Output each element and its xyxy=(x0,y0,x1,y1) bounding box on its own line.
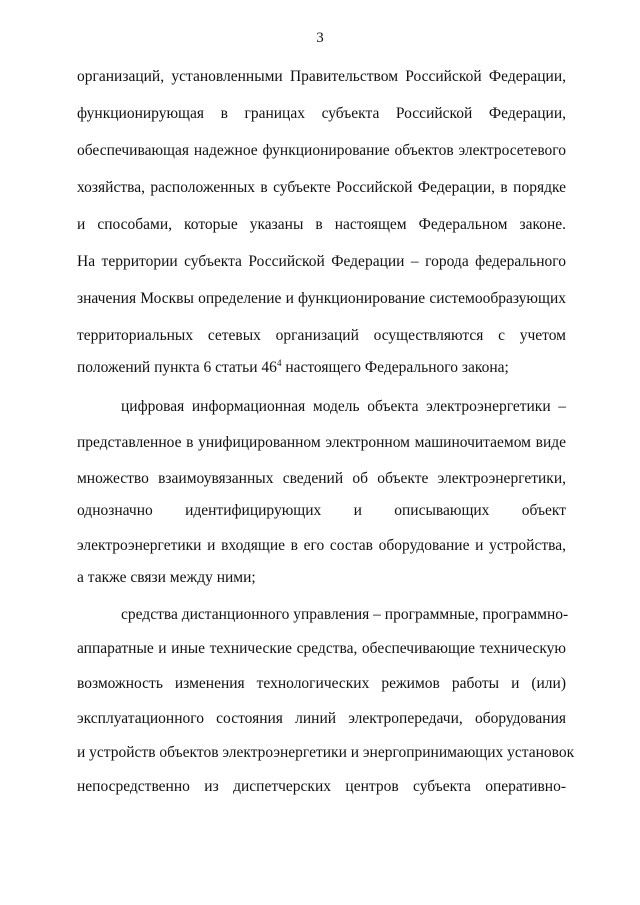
text-line: однозначно идентифицирующих и описывающих объект xyxy=(77,502,566,519)
text-line: эксплуатационного состояния линий электропередачи, оборудования xyxy=(77,710,566,727)
text-line: На территории субъекта Российской Федерации – города федерального xyxy=(77,253,566,270)
text-line: территориальных сетевых организаций осуществляются с учетом xyxy=(77,327,566,344)
paragraph-first-line: средства дистанционного управления – программные, программно- xyxy=(121,606,569,623)
text-line xyxy=(77,360,509,376)
superscript-number: 4 xyxy=(276,358,282,368)
text-line: обеспечивающая надежное функционирование объектов электросетевого xyxy=(77,142,566,159)
text-line: возможность изменения технологических режимов работы и (или) xyxy=(77,675,566,692)
text-segment: положений пункта 6 статьи 46 xyxy=(77,359,277,376)
text-line: организаций, установленными Правительством Российской Федерации, xyxy=(77,68,566,85)
text-line: и способами, которые указаны в настоящем Федеральном законе. xyxy=(77,216,566,233)
text-segment: настоящего Федерального закона; xyxy=(281,359,509,376)
text-line: функционирующая в границах субъекта Российской Федерации, xyxy=(77,105,566,122)
text-line: хозяйства, расположенных в субъекте Российской Федерации, в порядке xyxy=(77,179,566,196)
text-line: электроэнергетики и входящие в его состав оборудование и устройства, xyxy=(77,537,566,554)
page-number: 3 xyxy=(316,30,324,46)
text-line: и устройств объектов электроэнергетики и энергопринимающих установок xyxy=(77,744,575,761)
text-line: представленное в унифицированном электронном машиночитаемом виде xyxy=(77,434,566,451)
text-line: аппаратные и иные технические средства, обеспечивающие техническую xyxy=(77,640,566,657)
text-line: непосредственно из диспетчерских центров субъекта оперативно- xyxy=(77,778,566,795)
paragraph-first-line: цифровая информационная модель объекта электроэнергетики – xyxy=(121,398,566,415)
text-line: множество взаимоувязанных сведений об объекте электроэнергетики, xyxy=(77,470,566,487)
text-line: а также связи между ними; xyxy=(77,569,256,586)
text-line: значения Москвы определение и функционирование системообразующих xyxy=(77,290,566,307)
